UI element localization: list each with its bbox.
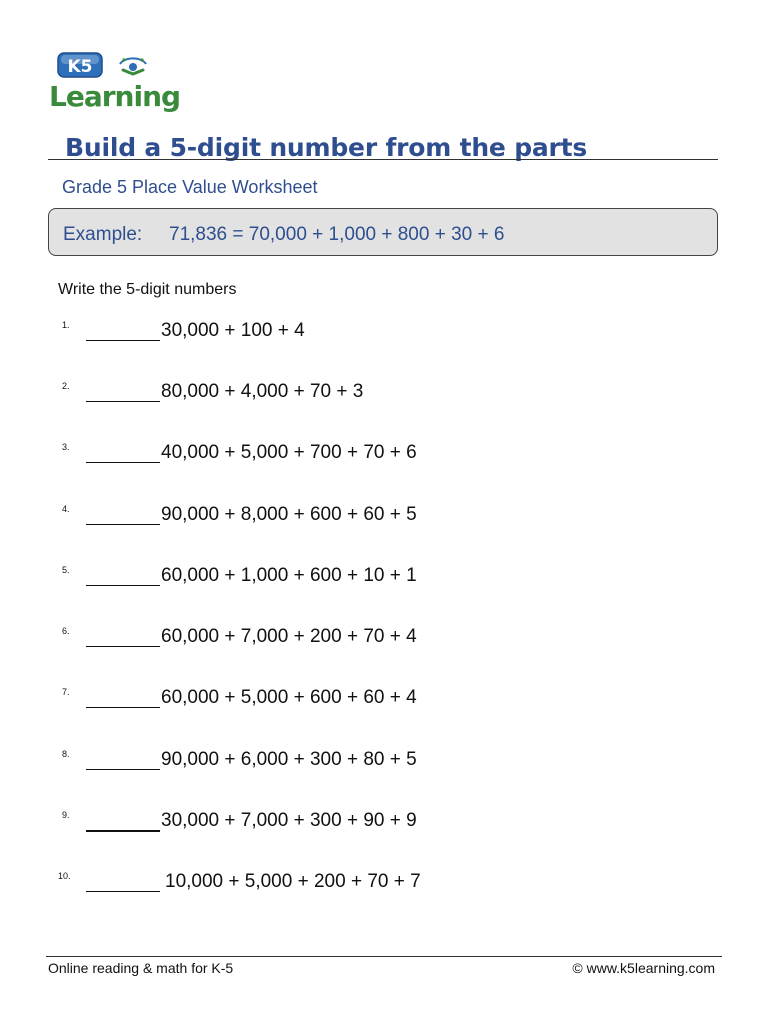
problem-number: 2.	[62, 381, 70, 391]
problem-number: 4.	[62, 504, 70, 514]
problem-item	[0, 871, 768, 901]
problem-number: 3.	[62, 442, 70, 452]
problem-expression: 60,000 + 1,000 + 600 + 10 + 1	[161, 565, 417, 586]
problem-expression: 30,000 + 7,000 + 300 + 90 + 9	[161, 810, 417, 831]
problem-number: 1.	[62, 320, 70, 330]
problem-number: 5.	[62, 565, 70, 575]
k5-learning-logo-graphic	[48, 50, 188, 112]
answer-blank[interactable]	[86, 524, 160, 525]
problem-expression: 30,000 + 100 + 4	[161, 320, 305, 341]
problem-expression: 10,000 + 5,000 + 200 + 70 + 7	[165, 871, 421, 892]
title-underline	[48, 159, 718, 160]
problem-expression: 60,000 + 7,000 + 200 + 70 + 4	[161, 626, 417, 647]
person-icon	[120, 58, 146, 74]
answer-blank[interactable]	[86, 830, 160, 832]
example-text: 71,836 = 70,000 + 1,000 + 800 + 30 + 6	[169, 224, 505, 245]
page-subtitle: Grade 5 Place Value Worksheet	[62, 177, 318, 197]
answer-blank[interactable]	[86, 585, 160, 586]
problem-number: 7.	[62, 687, 70, 697]
footer-divider	[46, 956, 722, 957]
k5-learning-logo	[48, 50, 188, 112]
answer-blank[interactable]	[86, 891, 160, 892]
answer-blank[interactable]	[86, 340, 160, 341]
logo-badge-text: K5	[67, 57, 93, 77]
answer-blank[interactable]	[86, 462, 160, 463]
answer-blank[interactable]	[86, 401, 160, 402]
answer-blank[interactable]	[86, 769, 160, 770]
problem-number: 6.	[62, 626, 70, 636]
example-label: Example:	[63, 224, 143, 245]
problem-number: 10.	[58, 871, 71, 881]
problem-number: 9.	[62, 810, 70, 820]
problem-item	[0, 504, 768, 534]
problem-item	[0, 320, 768, 350]
answer-blank[interactable]	[86, 707, 160, 708]
problem-item	[0, 381, 768, 411]
example-box	[48, 208, 718, 256]
footer-tagline: Online reading & math for K-5	[48, 960, 234, 976]
problem-number: 8.	[62, 749, 70, 759]
problem-item	[0, 626, 768, 656]
page-title: Build a 5-digit number from the parts	[65, 133, 588, 162]
footer-copyright: © www.k5learning.com	[572, 960, 715, 976]
problem-item	[0, 687, 768, 717]
answer-blank[interactable]	[86, 646, 160, 647]
problem-expression: 40,000 + 5,000 + 700 + 70 + 6	[161, 442, 417, 463]
problem-item	[0, 749, 768, 779]
problem-item	[0, 565, 768, 595]
problem-expression: 60,000 + 5,000 + 600 + 60 + 4	[161, 687, 417, 708]
problem-expression: 90,000 + 6,000 + 300 + 80 + 5	[161, 749, 417, 770]
problem-expression: 90,000 + 8,000 + 600 + 60 + 5	[161, 504, 417, 525]
problem-expression: 80,000 + 4,000 + 70 + 3	[161, 381, 364, 402]
logo-word: Learning	[49, 80, 181, 112]
problem-item	[0, 810, 768, 840]
problem-item	[0, 442, 768, 472]
instructions: Write the 5-digit numbers	[58, 281, 237, 298]
